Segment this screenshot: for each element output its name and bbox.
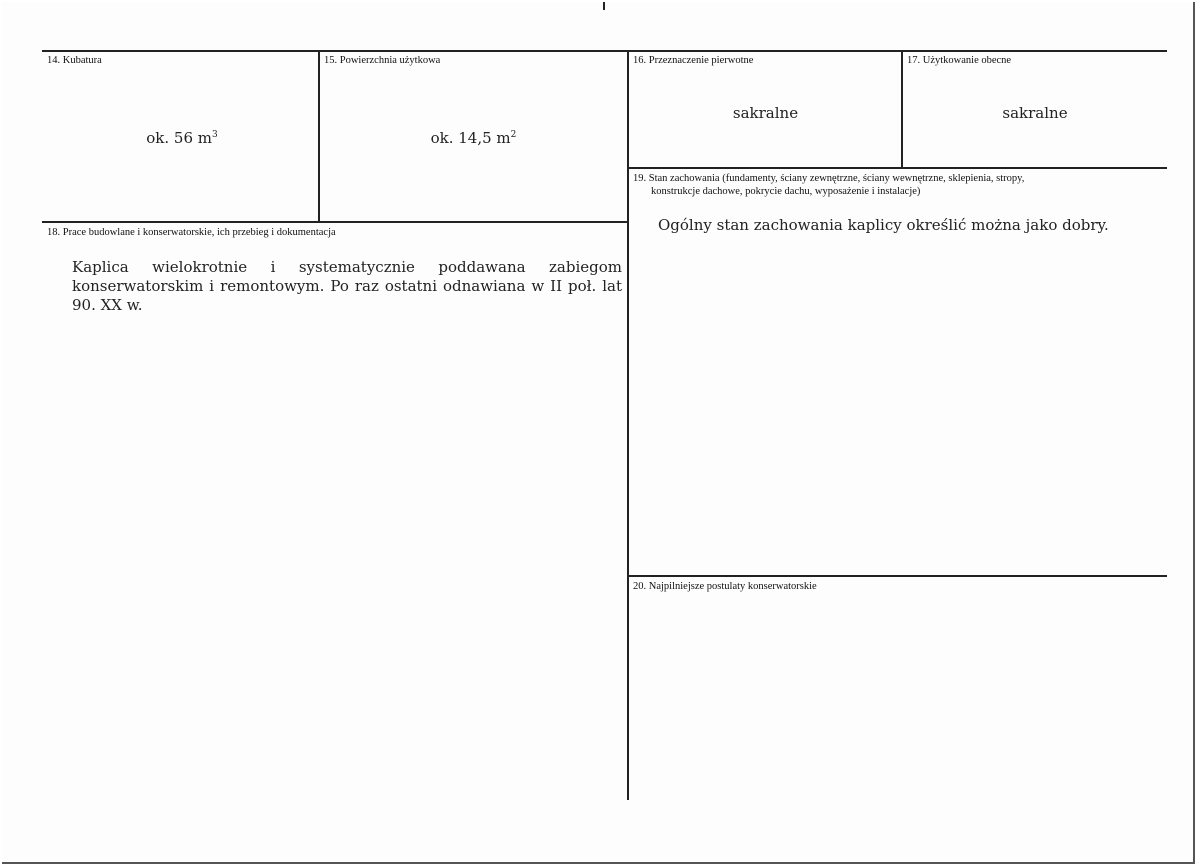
rule-above-20 <box>627 575 1167 577</box>
field-14-label: 14. Kubatura <box>47 55 102 66</box>
top-rule <box>42 50 1167 52</box>
top-tick-mark <box>603 2 605 10</box>
field-19-label-line2: konstrukcje dachowe, pokrycie dachu, wyposażenie i instalacje) <box>651 186 921 197</box>
field-17-value: sakralne <box>1002 104 1068 122</box>
field-14-value <box>44 129 320 147</box>
central-divider <box>627 50 629 800</box>
field-15-value-text: ok. 14,5 m <box>430 129 511 147</box>
field-14-unit-exponent: 3 <box>212 130 218 140</box>
field-16-value: sakralne <box>732 104 799 122</box>
field-17-label: 17. Użytkowanie obecne <box>907 55 1012 66</box>
field-19-label-line1: 19. Stan zachowania (fundamenty, ściany zewnętrzne, ściany wewnętrzne, sklepienia, stropy, <box>633 173 1025 184</box>
field-15-value <box>320 129 627 147</box>
field-15-unit-exponent: 2 <box>510 130 517 140</box>
field-18-text: Kaplica wielokrotnie i systematycznie poddawana zabiegom konserwatorskim i remontowym. Po raz ostatni odnawiana w II poł. lat 90. XX w. <box>72 258 622 314</box>
rule-under-14-15 <box>42 221 629 223</box>
field-20-label: 20. Najpilniejsze postulaty konserwatorskie <box>633 581 817 592</box>
field-14-value-text: ok. 56 m <box>146 129 212 147</box>
field-19-text: Ogólny stan zachowania kaplicy określić można jako dobry. <box>658 216 1109 234</box>
field-16-label: 16. Przeznaczenie pierwotne <box>633 55 754 66</box>
field-18-label: 18. Prace budowlane i konserwatorskie, ich przebieg i dokumentacja <box>47 227 336 238</box>
rule-under-16-17 <box>627 167 1167 169</box>
field-15-label: 15. Powierzchnia użytkowa <box>324 55 441 66</box>
form-page <box>2 2 1195 864</box>
